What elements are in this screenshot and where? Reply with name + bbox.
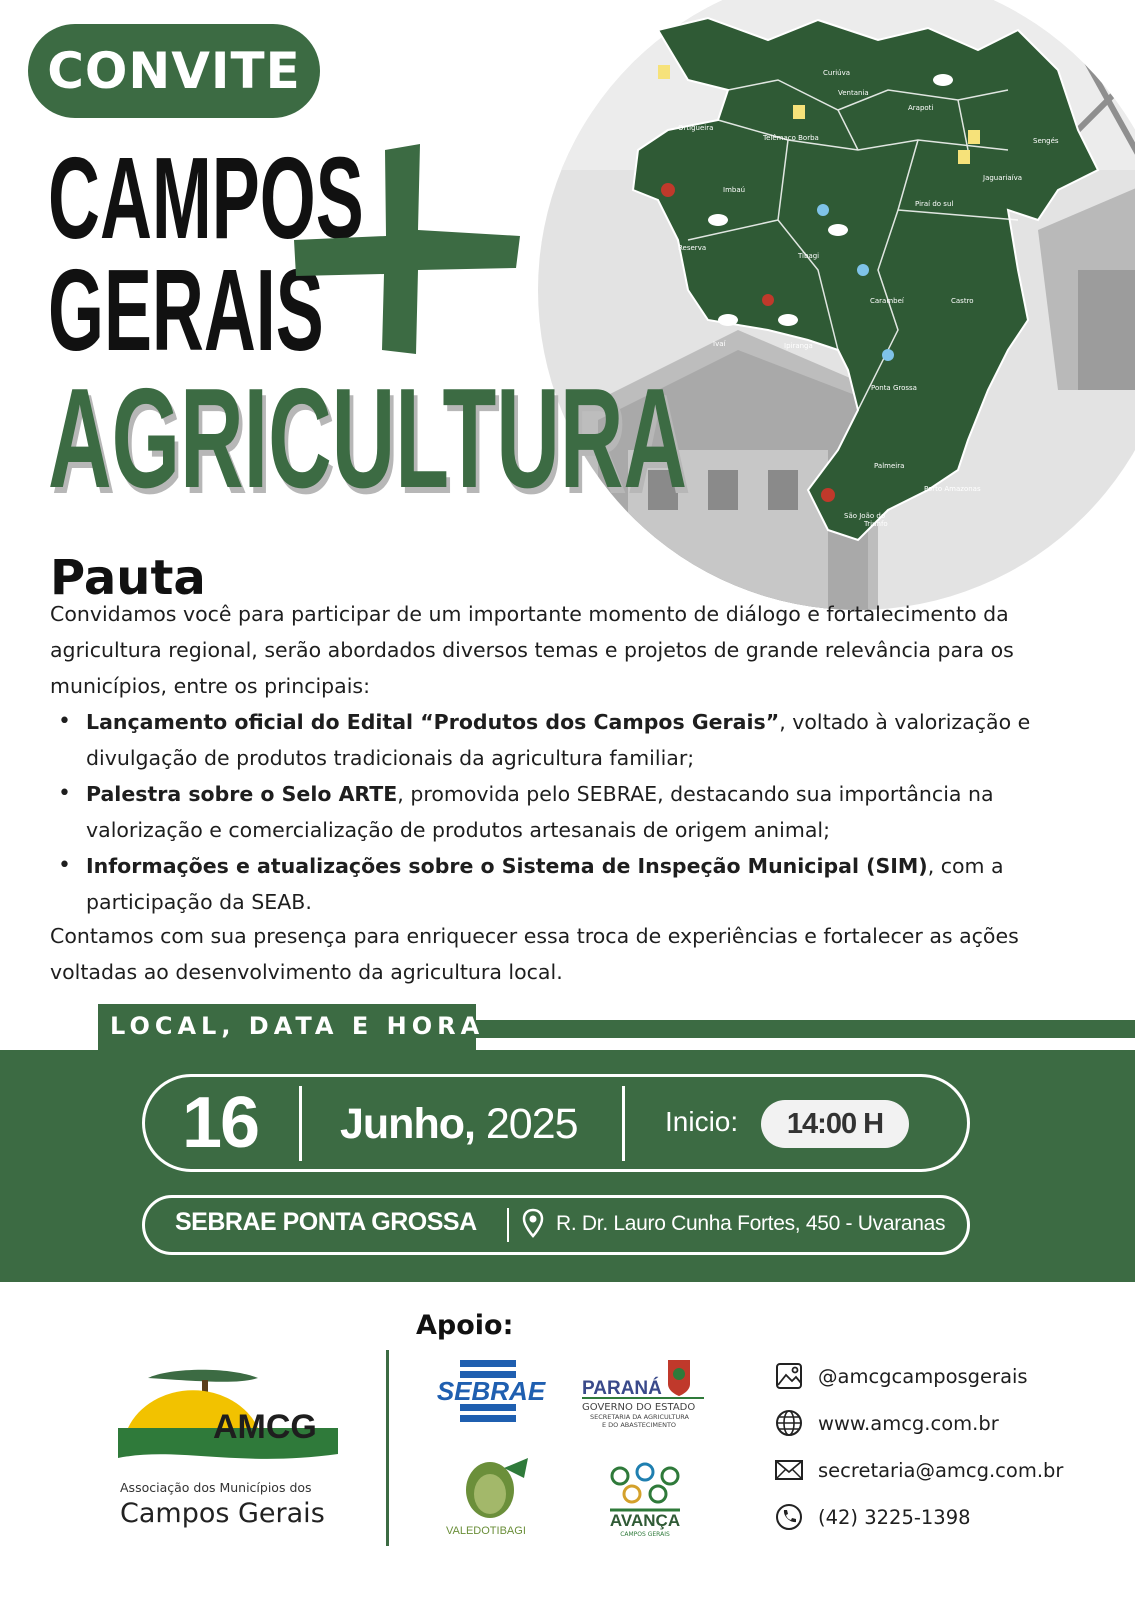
pauta-closing: Contamos com sua presença para enriquecer essa troca de experiências e fortalecer as ações voltadas ao desenvolvimento da agricultura local.: [50, 924, 1019, 984]
support-heading: Apoio:: [416, 1310, 514, 1341]
region-map: [538, 0, 1135, 610]
section-rule: [476, 1020, 1135, 1038]
event-month-year: [340, 1100, 578, 1149]
list-item: [50, 848, 1090, 920]
envelope-icon: [774, 1455, 804, 1485]
amcg-line2: Campos Gerais: [120, 1498, 325, 1529]
event-year: 2025: [485, 1100, 578, 1148]
svg-text:Jaguariaíva: Jaguariaíva: [983, 174, 1023, 182]
divider: [622, 1086, 625, 1161]
event-time: 14:00 H: [786, 1107, 884, 1140]
contact-phone[interactable]: [774, 1499, 1134, 1535]
event-place: SEBRAE PONTA GROSSA: [175, 1208, 477, 1236]
svg-text:Sengés: Sengés: [1033, 137, 1059, 145]
parana-sub3: E DO ABASTECIMENTO: [602, 1421, 677, 1429]
title-line-1: CAMPOS: [48, 133, 364, 263]
pauta-heading: Pauta: [50, 550, 206, 606]
item-bold: Informações e atualizações sobre o Sistema de Inspeção Municipal (SIM): [86, 854, 928, 878]
avanca-sub: CAMPOS GERAIS: [620, 1531, 670, 1538]
website-url: www.amcg.com.br: [818, 1411, 999, 1435]
svg-text:Porto Amazonas: Porto Amazonas: [924, 485, 981, 493]
list-item: [50, 776, 1090, 848]
svg-text:Ipiranga: Ipiranga: [784, 342, 813, 350]
item-bold: Palestra sobre o Selo ARTE: [86, 782, 398, 806]
amcg-logo: [108, 1358, 348, 1538]
parana-logo: [580, 1354, 706, 1430]
title-line-3: AGRICULTURA: [48, 359, 688, 518]
svg-text:Telêmaco Borba: Telêmaco Borba: [763, 134, 819, 142]
parana-sub: GOVERNO DO ESTADO: [582, 1402, 696, 1413]
svg-text:Reserva: Reserva: [678, 244, 707, 252]
sebrae-logo: [430, 1360, 552, 1422]
title-line-2: GERAIS: [48, 245, 324, 375]
svg-text:Ortigueira: Ortigueira: [678, 124, 714, 132]
svg-text:Castro: Castro: [951, 297, 974, 305]
start-label: Inicio:: [665, 1106, 739, 1137]
event-month: Junho,: [340, 1100, 475, 1148]
svg-text:Palmeira: Palmeira: [874, 462, 905, 470]
contact-email[interactable]: [774, 1452, 1134, 1488]
svg-text:Tibagi: Tibagi: [798, 252, 820, 260]
footer-divider: [386, 1350, 389, 1546]
contact-instagram[interactable]: [774, 1358, 1134, 1394]
vale-text: VALEDOTIBAGI: [446, 1525, 526, 1537]
list-item: [50, 704, 1090, 776]
svg-text:Arapoti: Arapoti: [908, 104, 934, 112]
svg-text:Piraí do sul: Piraí do sul: [915, 200, 954, 208]
svg-text:Ponta Grossa: Ponta Grossa: [871, 384, 917, 392]
avanca-logo: [600, 1460, 690, 1538]
phone-icon: [774, 1502, 804, 1532]
image-icon: [774, 1361, 804, 1391]
item-text: , voltado à valorização e divulgação de produtos tradicionais da agricultura familiar;: [86, 710, 1031, 770]
instagram-handle: @amcgcamposgerais: [818, 1364, 1028, 1388]
svg-text:Carambeí: Carambeí: [870, 297, 904, 305]
parana-text: PARANÁ: [582, 1378, 662, 1399]
divider: [507, 1208, 509, 1242]
svg-text:Ventania: Ventania: [838, 89, 869, 97]
item-text: , promovida pelo SEBRAE, destacando sua importância na valorização e comercialização de produtos artesanais de origem animal;: [86, 782, 994, 842]
time-pill: [761, 1100, 909, 1148]
location-pin-icon: [522, 1208, 544, 1238]
svg-text:Imbaú: Imbaú: [723, 186, 746, 194]
amcg-acronym: AMCG: [213, 1408, 317, 1446]
svg-text:Curiúva: Curiúva: [823, 69, 851, 77]
plus-brush-icon: [290, 140, 525, 360]
item-text: , com a participação da SEAB.: [86, 854, 1004, 914]
amcg-line1: Associação dos Municípios dos: [120, 1480, 312, 1495]
svg-text:Ivaí: Ivaí: [713, 340, 726, 348]
pauta-intro: Convidamos você para participar de um importante momento de diálogo e fortalecimento da agricultura regional, serão abordados diversos temas e projetos de grande relevância para os municípios, entre os principais:: [50, 602, 1014, 698]
convite-badge: [28, 24, 320, 118]
globe-icon: [774, 1408, 804, 1438]
phone-number: (42) 3225-1398: [818, 1505, 971, 1529]
parana-sub2: SECRETARIA DA AGRICULTURA: [590, 1413, 689, 1421]
avanca-text: AVANÇA: [609, 1511, 681, 1530]
sebrae-text: SEBRAE: [436, 1376, 546, 1406]
item-bold: Lançamento oficial do Edital “Produtos dos Campos Gerais”: [86, 710, 780, 734]
svg-text:São João do: São João do: [844, 512, 886, 520]
pauta-list: [50, 704, 1090, 920]
vale-do-tibagi-logo: [444, 1448, 540, 1540]
divider: [299, 1086, 302, 1161]
contact-website[interactable]: [774, 1405, 1134, 1441]
svg-text:Triunfo: Triunfo: [864, 520, 888, 528]
section-label: LOCAL, DATA E HORA: [110, 1012, 485, 1040]
convite-label: CONVITE: [47, 42, 301, 100]
event-day: 16: [182, 1083, 259, 1163]
event-address: R. Dr. Lauro Cunha Fortes, 450 - Uvaranas: [556, 1212, 946, 1235]
email-address: secretaria@amcg.com.br: [818, 1458, 1064, 1482]
